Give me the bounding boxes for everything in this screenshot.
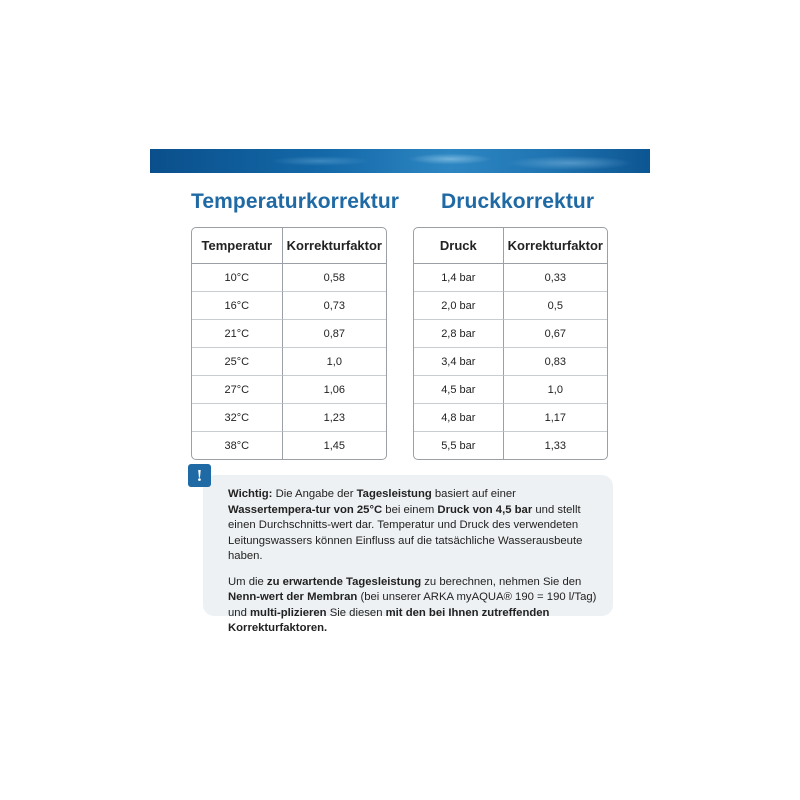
text-segment: Um die [228,575,267,588]
factor-cell: 0,83 [504,348,607,376]
table-row [414,376,607,404]
factor-cell: 0,58 [283,264,386,292]
temperature-cell: 32°C [192,404,283,432]
factor-cell: 1,23 [283,404,386,432]
temperature-cell: 38°C [192,432,283,459]
column-header: Druck [414,228,504,264]
bold-text: Wassertempera-tur von 25°C [228,503,383,516]
table-row [414,292,607,320]
bold-text: zu erwartende Tagesleistung [266,575,422,588]
pressure-cell: 2,8 bar [414,320,504,348]
pressure-heading: Druckkorrektur [441,190,595,213]
table-row [414,432,607,459]
column-header: Korrekturfaktor [504,228,607,264]
temperature-table [191,227,387,460]
text-segment: Die Angabe der [272,488,357,500]
text-segment: zu berechnen, nehmen Sie den [421,575,582,588]
note-text [228,487,598,637]
temperature-cell: 25°C [192,348,283,376]
note-paragraph-1 [228,487,598,565]
text-segment: und stellt einen Durchschnitts-wert dar. Temperatur und Druck des verwendeten Leitungswassers können Einfluss auf die tatsächliche Wasserausbeute haben. [228,503,583,562]
bold-text: mit den bei Ihnen zutreffenden Korrekturfaktoren. [228,606,550,634]
table-row [414,348,607,376]
bold-text: multi-plizieren [250,606,327,619]
temperature-cell: 10°C [192,264,283,292]
note-paragraph-2 [228,575,598,637]
pressure-cell: 1,4 bar [414,264,504,292]
temperature-heading: Temperaturkorrektur [191,190,400,213]
water-banner [150,149,650,173]
pressure-table [413,227,608,460]
pressure-cell: 5,5 bar [414,432,504,459]
temperature-cell: 21°C [192,320,283,348]
temperature-cell: 16°C [192,292,283,320]
table-row [414,320,607,348]
factor-cell: 1,0 [504,376,607,404]
column-header: Temperatur [192,228,283,264]
table-row [192,404,386,432]
factor-cell: 1,45 [323,439,346,452]
factor-cell: 0,5 [504,292,607,320]
factor-cell: 1,0 [283,348,386,376]
bold-text: Druck von 4,5 bar [437,503,533,516]
pressure-cell: 4,5 bar [414,376,504,404]
table-row [414,404,607,432]
table-row [192,432,386,459]
factor-cell: 1,33 [544,439,567,452]
table-row [192,320,386,348]
text-segment: bei einem [382,503,438,516]
table-row [192,292,386,320]
bold-text: Nenn-wert der Membran [228,591,358,603]
column-header: Korrekturfaktor [283,228,386,264]
bold-text: Wichtig: [228,488,273,500]
table-header-row [414,228,607,264]
text-segment: basiert auf einer [431,488,516,500]
table-row [192,376,386,404]
factor-cell: 0,73 [283,292,386,320]
table-row [192,348,386,376]
factor-cell: 0,87 [283,320,386,348]
text-segment: (bei unserer ARKA myAQUA® 190 = 190 l/Tag) und [228,591,597,619]
exclamation-icon: ! [188,464,211,487]
table-header-row [192,228,386,264]
factor-cell: 1,17 [504,404,607,432]
factor-cell: 0,67 [504,320,607,348]
pressure-cell: 4,8 bar [414,404,504,432]
pressure-cell: 3,4 bar [414,348,504,376]
factor-cell: 1,06 [283,376,386,404]
temperature-cell: 27°C [192,376,283,404]
bold-text: Tagesleistung [356,488,432,500]
pressure-cell: 2,0 bar [414,292,504,320]
table-row [192,264,386,292]
table-row [414,264,607,292]
factor-cell: 0,33 [504,264,607,292]
text-segment: Sie diesen [326,606,386,619]
